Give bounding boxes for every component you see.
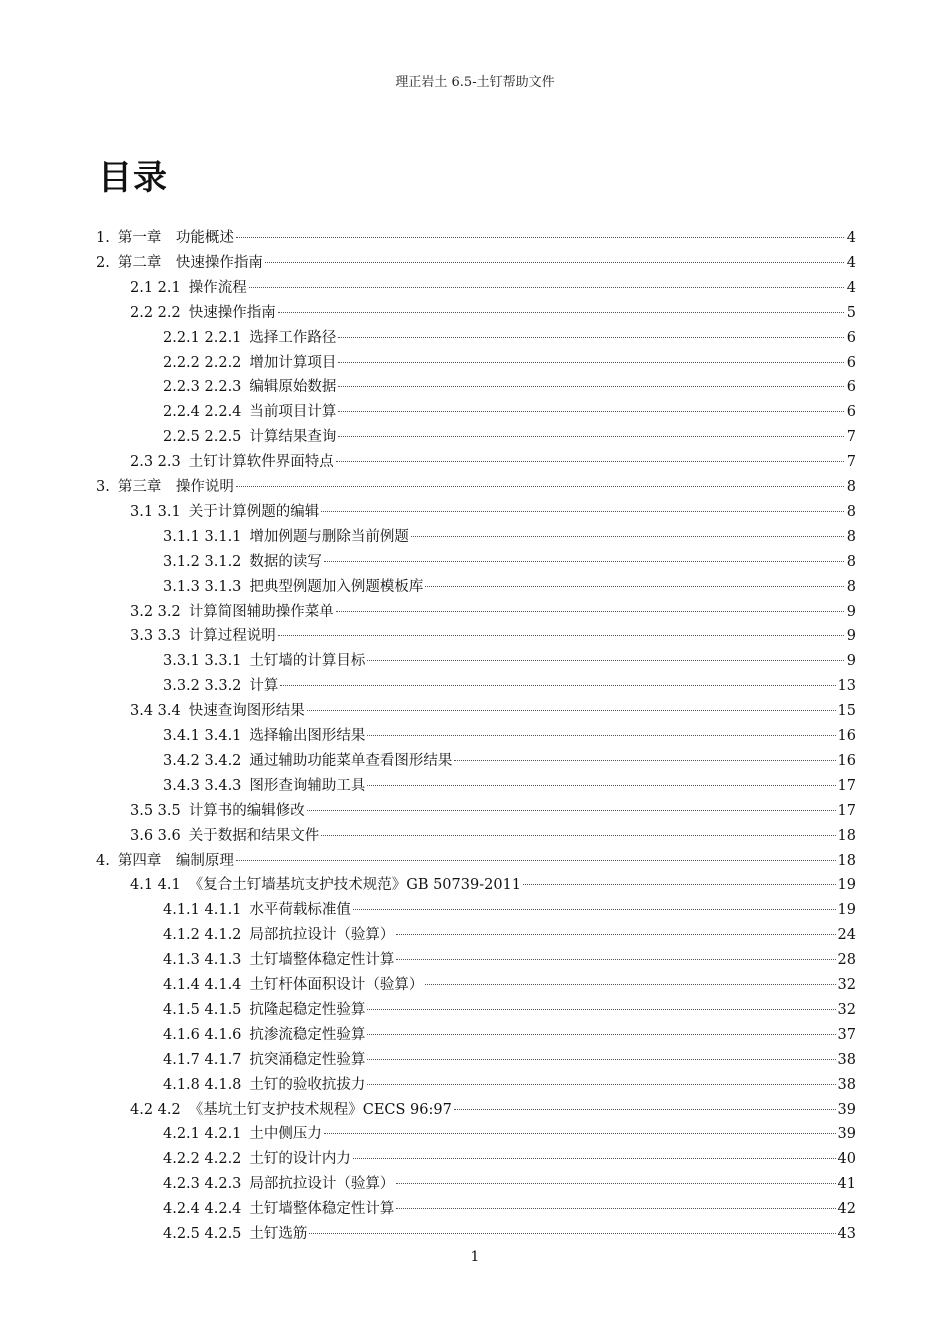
toc-entry-number: 4.1.1 4.1.1 [163,902,242,919]
toc-entry-number: 3.4.2 3.4.2 [163,752,242,769]
toc-leader-dots [236,860,836,861]
toc-leader-dots [396,1183,835,1184]
toc-entry-page: 6 [846,354,856,371]
toc-leader-dots [321,511,844,512]
toc-entry-page: 28 [837,952,856,969]
toc-entry-number: 4.2.2 4.2.2 [163,1151,242,1168]
toc-entry-number: 2.1 2.1 [130,279,181,296]
toc-entry-page: 7 [846,429,856,446]
toc-entry[interactable] [0,253,856,273]
toc-leader-dots [338,436,844,437]
toc-entry-title: 操作流程 [188,279,247,296]
toc-entry-number: 4. [96,852,110,869]
toc-entry-number: 3. [96,479,110,495]
toc-entry[interactable] [0,801,856,821]
toc-entry[interactable] [0,701,856,721]
toc-entry-page: 8 [846,479,856,495]
toc-entry-number: 4.1.8 4.1.8 [163,1076,242,1093]
toc-leader-dots [367,660,844,661]
toc-entry-number: 4.2.5 4.2.5 [163,1226,242,1242]
toc-entry-number: 3.1 3.1 [130,503,181,520]
toc-leader-dots [367,1034,835,1035]
toc-entry-number: 3.1.3 3.1.3 [163,578,242,595]
toc-entry-title: 快速查询图形结果 [188,703,305,720]
toc-entry[interactable] [0,552,856,572]
toc-entry[interactable] [0,751,856,771]
toc-entry[interactable] [0,851,856,871]
toc-entry[interactable] [0,975,856,995]
toc-entry-number: 2.2 2.2 [130,304,181,321]
toc-leader-dots [425,586,844,587]
toc-leader-dots [265,262,844,263]
toc-entry-number: 3.3 3.3 [130,628,181,645]
toc-entry-title: 选择输出图形结果 [249,728,366,744]
toc-entry-page: 38 [837,1051,856,1068]
toc-leader-dots [249,287,844,288]
toc-entry-title: 土钉的设计内力 [249,1151,351,1168]
toc-entry-title: 土钉墙整体稳定性计算 [249,952,395,969]
toc-entry[interactable] [0,651,856,671]
toc-entry-title: 《复合土钉墙基坑支护技术规范》GB 50739-2011 [188,877,522,894]
toc-entry[interactable] [0,452,856,472]
toc-entry-page: 16 [837,752,856,769]
toc-entry-number: 3.2 3.2 [130,603,181,620]
toc-entry-number: 2.3 2.3 [130,454,181,471]
toc-entry-page: 42 [837,1201,856,1218]
toc-entry-page: 4 [846,254,856,271]
toc-leader-dots [236,486,844,487]
toc-leader-dots [367,735,835,736]
toc-entry-title: 土钉计算软件界面特点 [188,454,334,471]
toc-entry[interactable] [0,900,856,920]
toc-entry-page: 18 [837,852,856,869]
toc-entry[interactable] [0,925,856,945]
toc-entry[interactable] [0,602,856,622]
toc-leader-dots [396,934,835,935]
toc-entry[interactable] [0,477,856,497]
toc-entry-number: 3.5 3.5 [130,802,181,819]
toc-entry[interactable] [0,950,856,970]
toc-entry-title: 计算简图辅助操作菜单 [188,603,334,620]
toc-entry-page: 5 [846,304,856,321]
toc-leader-dots [454,1109,836,1110]
toc-leader-dots [353,909,836,910]
toc-entry-page: 8 [846,528,856,545]
toc-entry-title: 土钉杆体面积设计（验算） [249,977,424,993]
toc-entry-page: 9 [846,603,856,620]
toc-entry[interactable] [0,353,856,373]
toc-entry-title: 通过辅助功能菜单查看图形结果 [249,752,453,769]
toc-entry-title: 水平荷载标准值 [249,902,351,919]
toc-entry-number: 2.2.4 2.2.4 [163,404,242,421]
toc-leader-dots [353,1158,836,1159]
toc-entry-title: 土钉墙整体稳定性计算 [249,1201,395,1218]
toc-leader-dots [454,760,835,761]
toc-entry-page: 15 [837,703,856,720]
toc-entry[interactable] [0,726,856,746]
toc-entry-page: 17 [837,802,856,819]
toc-entry-title: 抗突涌稳定性验算 [249,1051,366,1068]
toc-entry-number: 4.1 4.1 [130,877,181,894]
toc-entry-page: 9 [846,653,856,670]
page-header: 理正岩土 6.5-土钉帮助文件 [395,75,555,90]
toc-entry[interactable] [0,502,856,522]
toc-entry[interactable] [0,776,856,796]
toc-entry-number: 2. [96,254,110,271]
toc-entry[interactable] [0,577,856,597]
toc-entry[interactable] [0,427,856,447]
toc-entry-page: 6 [846,379,856,396]
toc-entry[interactable] [0,377,856,397]
toc-entry-page: 7 [846,454,856,471]
toc-entry-page: 6 [846,404,856,421]
toc-entry[interactable] [0,676,856,696]
toc-entry[interactable] [0,826,856,846]
toc-entry-page: 41 [837,1176,856,1193]
toc-entry-number: 4.2.1 4.2.1 [163,1126,242,1143]
toc-leader-dots [338,386,844,387]
toc-entry[interactable] [0,1149,856,1169]
toc-entry-title: 选择工作路径 [249,329,337,346]
toc-entry-title: 增加例题与删除当前例题 [249,528,409,545]
toc-entry-title: 局部抗拉设计（验算） [249,1176,395,1193]
toc-entry-title: 数据的读写 [249,553,322,570]
toc-entry-title: 《基坑土钉支护技术规程》CECS 96:97 [188,1101,452,1118]
toc-entry-page: 13 [837,678,856,695]
toc-entry-number: 4.1.4 4.1.4 [163,977,242,993]
toc-entry-number: 2.2.2 2.2.2 [163,354,242,371]
toc-entry-page: 32 [837,1001,856,1018]
toc-entry[interactable] [0,1000,856,1020]
toc-entry-number: 4.1.7 4.1.7 [163,1051,242,1068]
toc-entry-title: 抗渗流稳定性验算 [249,1026,366,1043]
toc-entry[interactable] [0,1124,856,1144]
toc-entry-number: 1. [96,230,110,246]
toc-entry[interactable] [0,1050,856,1070]
toc-leader-dots [324,561,844,562]
toc-entry-title: 土钉的验收抗拔力 [249,1076,366,1093]
toc-entry-title: 第一章 功能概述 [117,230,234,246]
toc-entry-number: 2.2.3 2.2.3 [163,379,242,396]
toc-entry-page: 32 [837,977,856,993]
toc-entry[interactable] [0,328,856,348]
toc-entry-page: 38 [837,1076,856,1093]
toc-entry-page: 37 [837,1026,856,1043]
toc-entry-title: 计算 [249,678,279,695]
toc-entry-title: 当前项目计算 [249,404,337,421]
toc-leader-dots [367,1009,835,1010]
toc-entry-number: 3.3.2 3.3.2 [163,678,242,695]
toc-entry-title: 快速操作指南 [188,304,276,321]
toc-leader-dots [396,1208,835,1209]
toc-entry-page: 8 [846,503,856,520]
toc-entry-page: 4 [846,279,856,296]
toc-leader-dots [523,884,836,885]
toc-entry-page: 43 [837,1226,856,1242]
toc-entry-number: 3.1.1 3.1.1 [163,528,242,545]
toc-leader-dots [307,710,836,711]
toc-leader-dots [367,785,835,786]
toc-entry-number: 4.1.3 4.1.3 [163,952,242,969]
toc-entry-title: 第三章 操作说明 [117,479,234,495]
toc-leader-dots [278,635,844,636]
toc-entry-page: 24 [837,927,856,944]
toc-entry-title: 第四章 编制原理 [117,852,234,869]
toc-leader-dots [411,536,844,537]
toc-entry-page: 39 [837,1126,856,1143]
toc-entry[interactable] [0,1199,856,1219]
toc-leader-dots [309,1233,835,1234]
toc-entry-title: 关于数据和结果文件 [188,827,320,844]
toc-entry-page: 6 [846,329,856,346]
toc-entry-number: 4.2.3 4.2.3 [163,1176,242,1193]
toc-leader-dots [338,337,844,338]
toc-entry[interactable] [0,303,856,323]
toc-leader-dots [396,959,835,960]
toc-entry-number: 4.1.5 4.1.5 [163,1001,242,1018]
toc-entry-number: 3.1.2 3.1.2 [163,553,242,570]
toc-entry-title: 计算书的编辑修改 [188,802,305,819]
toc-entry[interactable] [0,1100,856,1120]
toc-entry-page: 19 [837,877,856,894]
toc-leader-dots [236,237,844,238]
toc-leader-dots [425,984,835,985]
toc-entry-page: 17 [837,777,856,794]
toc-leader-dots [324,1133,836,1134]
toc-entry[interactable] [0,527,856,547]
toc-entry-number: 2.2.1 2.2.1 [163,329,242,346]
toc-entry-title: 增加计算项目 [249,354,337,371]
toc-entry[interactable] [0,402,856,422]
toc-leader-dots [321,835,835,836]
toc-entry-title: 计算过程说明 [188,628,276,645]
toc-entry-number: 2.2.5 2.2.5 [163,429,242,446]
toc-entry-page: 8 [846,553,856,570]
toc-entry-number: 3.6 3.6 [130,827,181,844]
toc-entry[interactable] [0,1025,856,1045]
toc-entry-number: 3.4 3.4 [130,703,181,720]
toc-leader-dots [280,685,835,686]
page-number: 1 [470,1249,480,1265]
toc-entry-title: 抗隆起稳定性验算 [249,1001,366,1018]
toc-entry-number: 4.1.6 4.1.6 [163,1026,242,1043]
toc-leader-dots [338,362,844,363]
toc-entry-number: 3.3.1 3.3.1 [163,653,242,670]
toc-entry-page: 8 [846,578,856,595]
toc-entry-number: 3.4.3 3.4.3 [163,777,242,794]
toc-entry-number: 4.2 4.2 [130,1101,181,1118]
toc-leader-dots [367,1084,835,1085]
toc-entry-title: 把典型例题加入例题模板库 [249,578,424,595]
toc-entry-page: 19 [837,902,856,919]
toc-entry-title: 土中侧压力 [249,1126,322,1143]
toc-entry-page: 39 [837,1101,856,1118]
toc-leader-dots [336,461,844,462]
toc-entry-title: 土钉墙的计算目标 [249,653,366,670]
toc-entry[interactable] [0,1174,856,1194]
toc-leader-dots [367,1059,835,1060]
toc-entry-page: 4 [846,230,856,246]
toc-entry-page: 18 [837,827,856,844]
toc-leader-dots [338,411,844,412]
toc-entry-number: 4.1.2 4.1.2 [163,927,242,944]
toc-entry[interactable] [0,1224,856,1244]
toc-leader-dots [307,810,836,811]
toc-entry-number: 4.2.4 4.2.4 [163,1201,242,1218]
toc-entry-title: 图形查询辅助工具 [249,777,366,794]
toc-entry-title: 关于计算例题的编辑 [188,503,320,520]
toc-entry-title: 第二章 快速操作指南 [117,254,263,271]
toc-entry[interactable] [0,875,856,895]
toc-entry[interactable] [0,1075,856,1095]
toc-entry-page: 9 [846,628,856,645]
toc-leader-dots [336,611,844,612]
toc-entry-title: 计算结果查询 [249,429,337,446]
toc-entry-title: 编辑原始数据 [249,379,337,396]
toc-entry-title: 局部抗拉设计（验算） [249,927,395,944]
toc-entry-page: 40 [837,1151,856,1168]
toc-leader-dots [278,312,844,313]
toc-entry-page: 16 [837,728,856,744]
toc-entry-number: 3.4.1 3.4.1 [163,728,242,744]
page-title: 目录 [98,158,168,198]
toc-entry-title: 土钉选筋 [249,1226,308,1242]
toc-entry[interactable] [0,626,856,646]
toc-entry[interactable] [0,278,856,298]
toc-entry[interactable] [0,228,856,248]
